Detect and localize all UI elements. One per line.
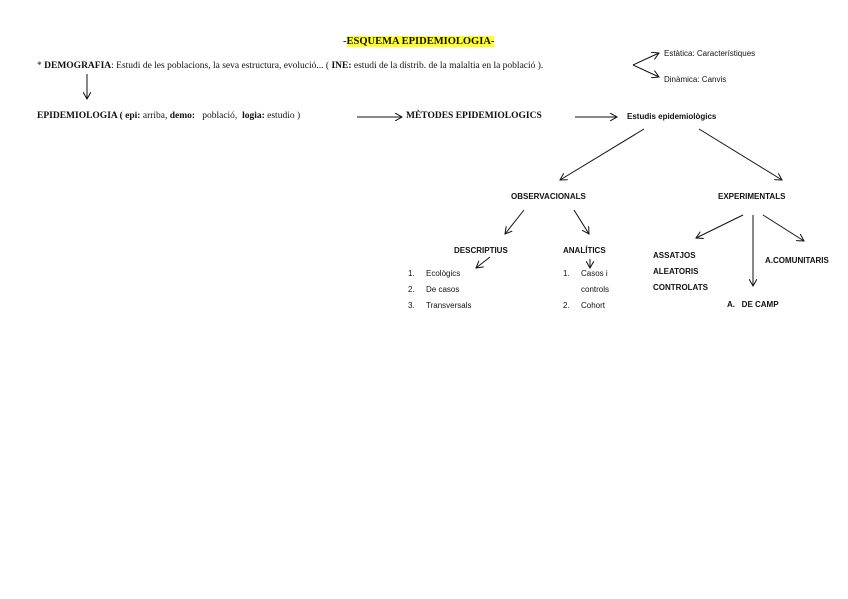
comunitaris-label: A.COMUNITARIS — [765, 256, 829, 265]
descriptius-label: DESCRIPTIUS — [454, 246, 508, 255]
arrow-estatica — [633, 53, 659, 65]
demografia-label: DEMOGRAFIA — [44, 61, 112, 71]
estatica-label: Estàtica: Característiques — [664, 49, 756, 58]
arrow-to-observacionals — [560, 129, 644, 180]
observacionals-label: OBSERVACIONALS — [511, 192, 586, 201]
analitics-list — [563, 266, 609, 314]
analitics-label: ANALÍTICS — [563, 246, 606, 255]
assatjos-line-3: CONTROLATS — [653, 283, 708, 292]
dinamica-label: Dinàmica: Canvis — [664, 75, 727, 84]
camp-label: A. DE CAMP — [727, 300, 779, 309]
arrow-to-analitics — [574, 210, 589, 234]
arrow-to-descriptius — [505, 210, 524, 234]
list-item: 2. Cohort — [563, 301, 606, 310]
arrow-descriptius-items — [476, 257, 490, 268]
assatjos-line-2: ALEATORIS — [653, 267, 699, 276]
list-item: 2. De casos — [408, 285, 460, 294]
metodes-label: MÈTODES EPIDEMIOLOGICS — [406, 111, 542, 121]
arrow-dinamica — [633, 65, 659, 77]
arrow-to-comunitaris — [763, 215, 804, 241]
page-title: -ESQUEMA EPIDEMIOLOGIA- — [343, 36, 495, 47]
descriptius-list — [408, 266, 472, 314]
list-item: controls — [581, 285, 610, 294]
epidemiologia-line: EPIDEMIOLOGIA ( epi: arriba, demo: població, logia: estudio ) — [37, 111, 301, 121]
estudis-label: Estudis epidemiològics — [627, 112, 717, 121]
arrow-to-assatjos — [696, 215, 743, 238]
assatjos-line-1: ASSATJOS — [653, 251, 696, 260]
arrow-to-experimentals — [699, 129, 782, 180]
list-item: 1. Ecològics — [408, 269, 461, 278]
experimentals-label: EXPERIMENTALS — [718, 192, 786, 201]
list-item: 3. Transversals — [408, 301, 472, 310]
epidemiologia-label: EPIDEMIOLOGIA — [37, 111, 118, 121]
list-item: 1. Casos i — [563, 269, 608, 278]
demografia-line: * DEMOGRAFIA: Estudi de les poblacions, la seva estructura, evolució... ( INE: estudi de la distrib. de la malaltia en la població ). — [37, 61, 544, 71]
ine-label: INE: — [331, 61, 352, 71]
